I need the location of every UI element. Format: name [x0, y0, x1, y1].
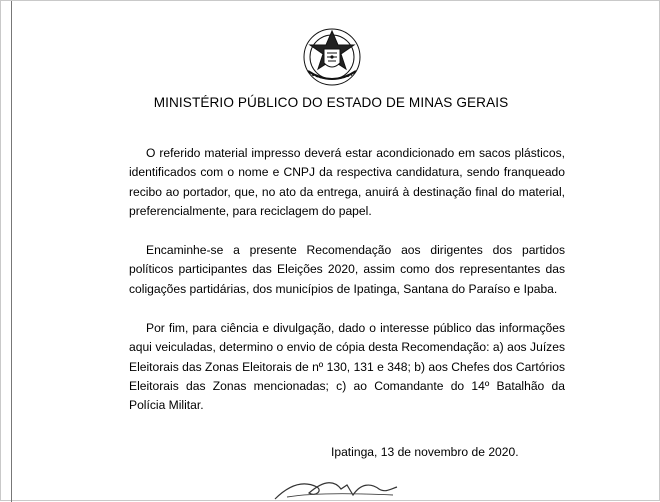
institution-header: MINISTÉRIO PÚBLICO DO ESTADO DE MINAS GERAIS	[153, 95, 509, 110]
paragraph-material-disposal: O referido material impresso deverá estar acondicionado em sacos plásticos, identificados com o nome e CNPJ da respectiva candidatura, sendo franqueado recibo ao portador, que, no ato da entrega, anuirá à destinação final do material, preferencialmente, para reciclagem do papel.	[129, 146, 565, 218]
paragraph-forwarding: Encaminhe-se a presente Recomendação aos dirigentes dos partidos políticos participantes das Eleições 2020, assim como dos representantes das coligações partidárias, dos municípios de Ipatinga, Santana do Paraíso e Ipaba.	[129, 243, 565, 296]
date-line: Ipatinga, 13 de novembro de 2020.	[331, 445, 519, 459]
signature-image	[271, 477, 401, 502]
coat-of-arms-icon	[298, 25, 366, 89]
page-edge-line	[11, 1, 12, 502]
paragraph-dissemination: Por fim, para ciência e divulgação, dado o interesse público das informações aqui veiculadas, determino o envio de cópia desta Recomendação: a) aos Juízes Eleitorais das Zonas Eleitorais de nº 130, 131 e 348; b) aos Chefes dos Cartórios Eleitorais das Zonas mencionadas; c) ao Comandante do 14º Batalhão da Polícia Militar.	[129, 321, 565, 413]
